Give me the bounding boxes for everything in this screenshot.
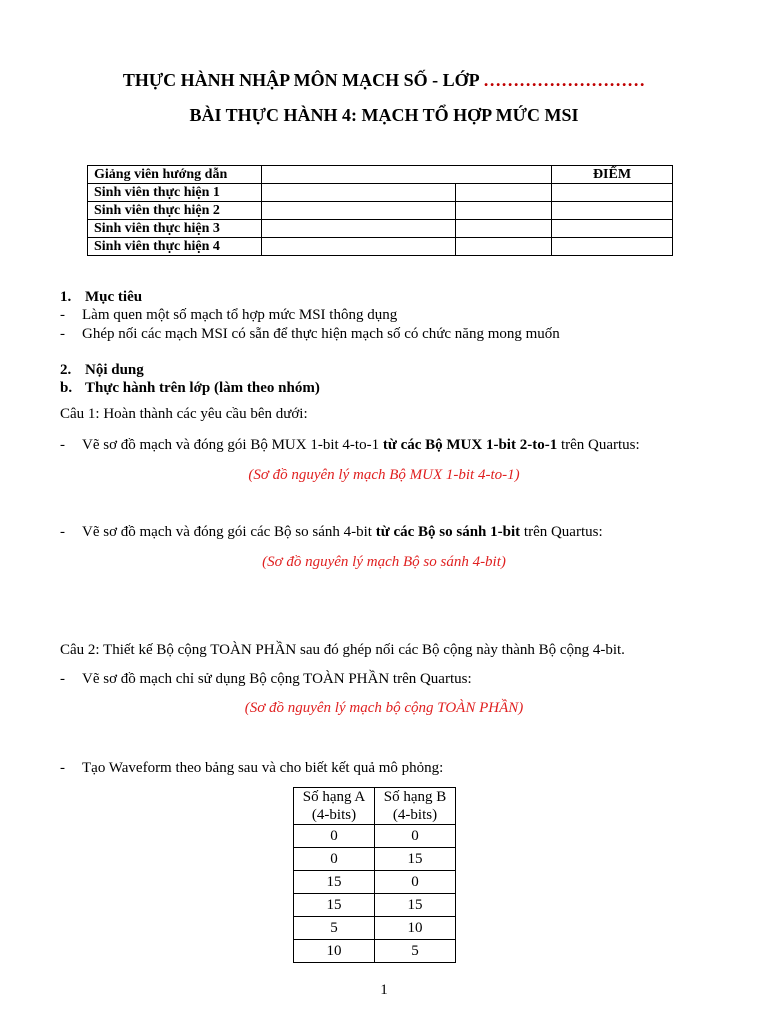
table-row <box>88 184 673 202</box>
instructor-label: Giảng viên hướng dẫn <box>88 166 262 184</box>
header-b-line1: Số hạng B <box>383 789 447 805</box>
table-row <box>294 871 456 894</box>
page-title <box>0 70 768 91</box>
student-label: Sinh viên thực hiện 1 <box>88 184 262 202</box>
student-name-field[interactable] <box>262 238 456 256</box>
student-name-field[interactable] <box>262 220 456 238</box>
score-field[interactable] <box>552 238 673 256</box>
q2-item1: Vẽ sơ đồ mạch chỉ sử dụng Bộ cộng TOÀN PHẦN trên Quartus: <box>82 671 472 687</box>
student-id-field[interactable] <box>456 184 552 202</box>
cell-a: 0 <box>294 848 375 871</box>
student-name-field[interactable] <box>262 202 456 220</box>
cell-a: 0 <box>294 825 375 848</box>
student-label: Sinh viên thực hiện 4 <box>88 238 262 256</box>
cell-b: 10 <box>375 917 456 940</box>
cell-a: 5 <box>294 917 375 940</box>
section1-heading <box>60 288 142 306</box>
header-a-line2: (4-bits) <box>311 807 357 823</box>
list-item: - Vẽ sơ đồ mạch và đóng gói Bộ MUX 1-bit 4-to-1 từ các Bộ MUX 1-bit 2-to-1 trên Quartus: <box>60 437 640 453</box>
score-field[interactable] <box>552 202 673 220</box>
table-row <box>294 940 456 963</box>
q2-intro: Câu 2: Thiết kế Bộ cộng TOÀN PHẦN sau đó ghép nối các Bộ cộng này thành Bộ cộng 4-bit. <box>60 642 625 658</box>
student-name-field[interactable] <box>262 184 456 202</box>
q1-intro: Câu 1: Hoàn thành các yêu cầu bên dưới: <box>60 406 308 422</box>
section1-bullet: Làm quen một số mạch tổ hợp mức MSI thông dụng <box>82 307 398 323</box>
q1-item2-post: trên Quartus: <box>520 524 603 540</box>
q1-item1-bold: từ các Bộ MUX 1-bit 2-to-1 <box>382 437 558 453</box>
table-header-row <box>294 788 456 825</box>
table-row <box>88 220 673 238</box>
cell-b: 0 <box>375 825 456 848</box>
cell-b: 15 <box>375 848 456 871</box>
section2-subheading <box>60 379 320 397</box>
cell-b: 0 <box>375 871 456 894</box>
q1-item1-post: trên Quartus: <box>557 437 640 453</box>
student-id-field[interactable] <box>456 220 552 238</box>
header-b <box>375 788 456 825</box>
score-field[interactable] <box>552 184 673 202</box>
student-id-field[interactable] <box>456 202 552 220</box>
cell-a: 10 <box>294 940 375 963</box>
list-item: - Vẽ sơ đồ mạch chỉ sử dụng Bộ cộng TOÀN PHẦN trên Quartus: <box>60 671 472 687</box>
table-row <box>88 202 673 220</box>
table-row <box>294 848 456 871</box>
cell-b: 15 <box>375 894 456 917</box>
info-table <box>87 165 673 256</box>
q1-caption-comparator: (Sơ đồ nguyên lý mạch Bộ so sánh 4-bit) <box>262 554 506 570</box>
title-dots: ……………………… <box>483 70 646 90</box>
score-label: ĐIỂM <box>552 166 673 184</box>
section2-title: Nội dung <box>85 362 144 378</box>
table-row <box>294 825 456 848</box>
score-field[interactable] <box>552 220 673 238</box>
list-item: - Ghép nối các mạch MSI có sẵn để thực hiện mạch số có chức năng mong muốn <box>60 326 560 342</box>
section2-subtitle: Thực hành trên lớp (làm theo nhóm) <box>85 380 320 396</box>
list-item: - Làm quen một số mạch tổ hợp mức MSI thông dụng <box>60 307 398 323</box>
page-number: 1 <box>380 982 388 998</box>
table-row <box>294 917 456 940</box>
cell-b: 5 <box>375 940 456 963</box>
waveform-table <box>293 787 456 963</box>
student-id-field[interactable] <box>456 238 552 256</box>
list-item: - Tạo Waveform theo bảng sau và cho biết kết quả mô phỏng: <box>60 760 444 776</box>
instructor-field[interactable] <box>262 166 552 184</box>
header-a <box>294 788 375 825</box>
student-label: Sinh viên thực hiện 2 <box>88 202 262 220</box>
header-b-line2: (4-bits) <box>392 807 438 823</box>
section2-subnumber: b. <box>60 380 73 396</box>
student-label: Sinh viên thực hiện 3 <box>88 220 262 238</box>
q1-item1-pre: Vẽ sơ đồ mạch và đóng gói Bộ MUX 1-bit 4-to-1 <box>82 437 383 453</box>
cell-a: 15 <box>294 871 375 894</box>
q2-caption-full-adder: (Sơ đồ nguyên lý mạch bộ cộng TOÀN PHẦN) <box>244 700 524 716</box>
table-row <box>294 894 456 917</box>
q1-item2-bold: từ các Bộ so sánh 1-bit <box>375 524 521 540</box>
section2-number: 2. <box>60 362 72 378</box>
q1-caption-mux: (Sơ đồ nguyên lý mạch Bộ MUX 1-bit 4-to-1) <box>248 467 520 483</box>
page-subtitle: BÀI THỰC HÀNH 4: MẠCH TỔ HỢP MỨC MSI <box>189 105 579 125</box>
header-a-line1: Số hạng A <box>302 789 366 805</box>
section1-bullet: Ghép nối các mạch MSI có sẵn để thực hiện mạch số có chức năng mong muốn <box>82 326 560 342</box>
cell-a: 15 <box>294 894 375 917</box>
section1-number: 1. <box>60 289 72 305</box>
title-prefix: THỰC HÀNH NHẬP MÔN MẠCH SỐ - LỚP <box>122 70 484 90</box>
list-item: - Vẽ sơ đồ mạch và đóng gói các Bộ so sánh 4-bit từ các Bộ so sánh 1-bit trên Quartus: <box>60 524 603 540</box>
section1-title: Mục tiêu <box>85 289 143 305</box>
table-row <box>88 238 673 256</box>
section2-heading <box>60 361 144 379</box>
q2-item2: Tạo Waveform theo bảng sau và cho biết kết quả mô phỏng: <box>82 760 444 776</box>
q1-item2-pre: Vẽ sơ đồ mạch và đóng gói các Bộ so sánh 4-bit <box>82 524 376 540</box>
table-row <box>88 166 673 184</box>
